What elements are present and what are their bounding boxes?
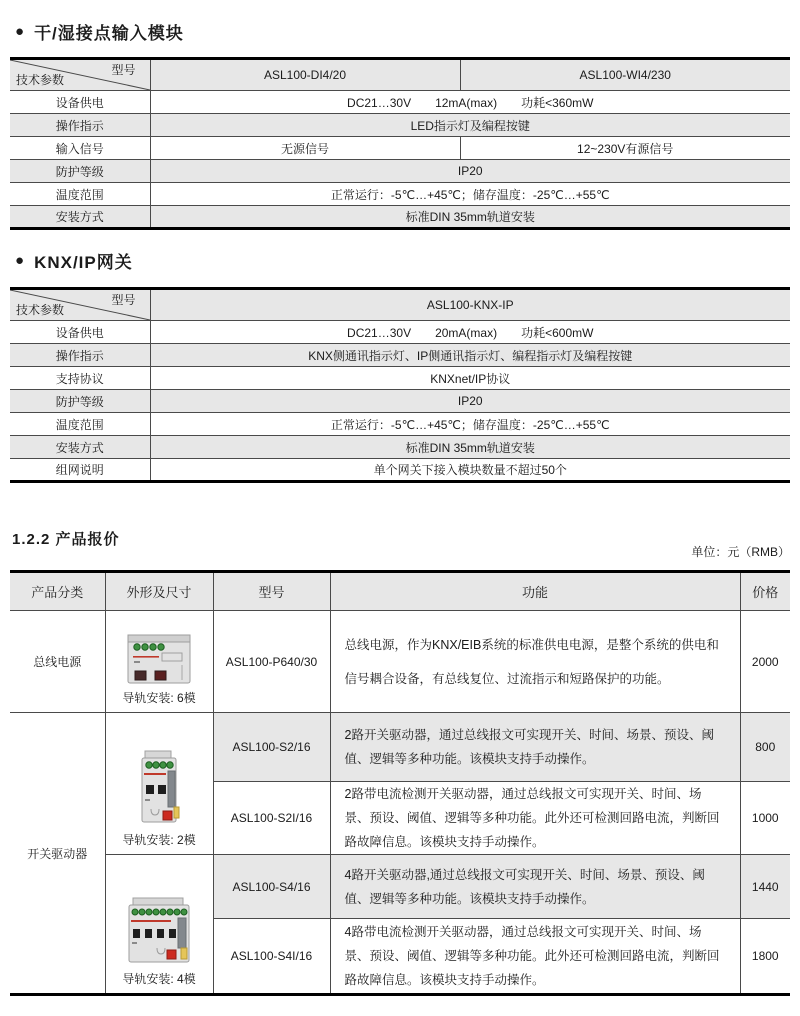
mount-caption-2mod: 导轨安装: 2模: [122, 833, 196, 847]
function-cell: 2路带电流检测开关驱动器，通过总线报文可实现开关、时间、场景、预设、阈值、逻辑等多种功能。此外还可检测回路电流，判断回路故障信息。该模块支持手动操作。: [330, 782, 740, 855]
model-cell: ASL100-P640/30: [213, 611, 330, 713]
function-cell: 4路带电流检测开关驱动器，通过总线报文可实现开关、时间、场景、预设、阈值、逻辑等多种功能。此外还可检测回路电流，判断回路故障信息。该模块支持手动操作。: [330, 919, 740, 995]
model-cell: ASL100-S2/16: [213, 713, 330, 782]
row-label: 组网说明: [10, 459, 150, 482]
row-label: 温度范围: [10, 183, 150, 206]
price-cell: 800: [740, 713, 790, 782]
row-value: KNXnet/IP协议: [150, 367, 790, 390]
row-label: 安装方式: [10, 206, 150, 229]
col-header-price: 价格: [740, 572, 790, 611]
price-cell: 1440: [740, 855, 790, 919]
row-value: IP20: [150, 160, 790, 183]
row-value: LED指示灯及编程按键: [150, 114, 790, 137]
function-cell: 2路开关驱动器，通过总线报文可实现开关、时间、场景、预设、阈值、逻辑等多种功能。该模块支持手动操作。: [330, 713, 740, 782]
row-value: 标准DIN 35mm轨道安装: [150, 436, 790, 459]
appearance-cell-2mod: [105, 713, 213, 855]
function-cell: 4路开关驱动器,通过总线报文可实现开关、时间、场景、预设、阈值、逻辑等多种功能。该模块支持手动操作。: [330, 855, 740, 919]
col-header-category: 产品分类: [10, 572, 105, 611]
col-header-appearance: 外形及尺寸: [105, 572, 213, 611]
model-header-1: ASL100-DI4/20: [150, 59, 460, 91]
corner-param-label: 技术参数: [16, 73, 65, 87]
category-switch-actuator: 开关驱动器: [10, 713, 105, 995]
appearance-cell-6mod: [105, 611, 213, 713]
row-label: 防护等级: [10, 160, 150, 183]
model-header: ASL100-KNX-IP: [150, 289, 790, 321]
row-value: 无源信号: [150, 137, 460, 160]
col-header-function: 功能: [330, 572, 740, 611]
spec-table-knx-ip-gateway: [10, 287, 790, 483]
din-module-4mod-image: [125, 896, 193, 968]
mount-caption-6mod: 导轨安装: 6模: [122, 691, 196, 705]
row-value: 正常运行：-5℃…+45℃；储存温度：-25℃…+55℃: [150, 413, 790, 436]
bullet-icon: ●: [15, 23, 26, 40]
din-module-6mod-image: [124, 629, 194, 687]
section2-title: [15, 248, 133, 273]
corner-model-label: 型号: [111, 293, 136, 307]
appearance-cell-4mod: [105, 855, 213, 995]
row-label: 设备供电: [10, 91, 150, 114]
model-header-2: ASL100-WI4/230: [460, 59, 790, 91]
row-label: 输入信号: [10, 137, 150, 160]
row-value: 标准DIN 35mm轨道安装: [150, 206, 790, 229]
corner-cell: [10, 289, 150, 321]
function-cell: 总线电源，作为KNX/EIB系统的标准供电电源，是整个系统的供电和信号耦合设备，有总线复位、过流指示和短路保护的功能。: [330, 611, 740, 713]
pricing-section-title: 1.2.2 产品报价: [12, 531, 120, 548]
row-label: 操作指示: [10, 114, 150, 137]
model-cell: ASL100-S2I/16: [213, 782, 330, 855]
section2-title-text: KNX/IP网关: [34, 253, 133, 272]
row-label: 防护等级: [10, 390, 150, 413]
col-header-model: 型号: [213, 572, 330, 611]
category-bus-power: 总线电源: [10, 611, 105, 713]
mount-caption-4mod: 导轨安装: 4模: [122, 972, 196, 986]
price-cell: 2000: [740, 611, 790, 713]
row-value: 12~230V有源信号: [460, 137, 790, 160]
din-module-2mod-image: [137, 749, 181, 829]
row-label: 温度范围: [10, 413, 150, 436]
corner-cell: [10, 59, 150, 91]
row-value: 正常运行：-5℃…+45℃；储存温度：-25℃…+55℃: [150, 183, 790, 206]
price-cell: 1800: [740, 919, 790, 995]
spec-table-input-module: [10, 57, 790, 230]
section1-title-text: 干/湿接点输入模块: [34, 24, 184, 43]
row-label: 安装方式: [10, 436, 150, 459]
section1-title: [15, 19, 184, 44]
row-value: 单个网关下接入模块数量不超过50个: [150, 459, 790, 482]
corner-model-label: 型号: [111, 63, 136, 77]
pricing-table: [10, 570, 790, 996]
row-label: 支持协议: [10, 367, 150, 390]
row-label: 设备供电: [10, 321, 150, 344]
model-cell: ASL100-S4I/16: [213, 919, 330, 995]
row-label: 操作指示: [10, 344, 150, 367]
price-cell: 1000: [740, 782, 790, 855]
corner-param-label: 技术参数: [16, 303, 65, 317]
row-value: DC21…30V 20mA(max) 功耗<600mW: [150, 321, 790, 344]
bullet-icon: ●: [15, 252, 26, 269]
row-value: IP20: [150, 390, 790, 413]
row-value: DC21…30V 12mA(max) 功耗<360mW: [150, 91, 790, 114]
pricing-unit-label: 单位：元（RMB）: [691, 545, 790, 559]
row-value: KNX侧通讯指示灯、IP侧通讯指示灯、编程指示灯及编程按键: [150, 344, 790, 367]
model-cell: ASL100-S4/16: [213, 855, 330, 919]
